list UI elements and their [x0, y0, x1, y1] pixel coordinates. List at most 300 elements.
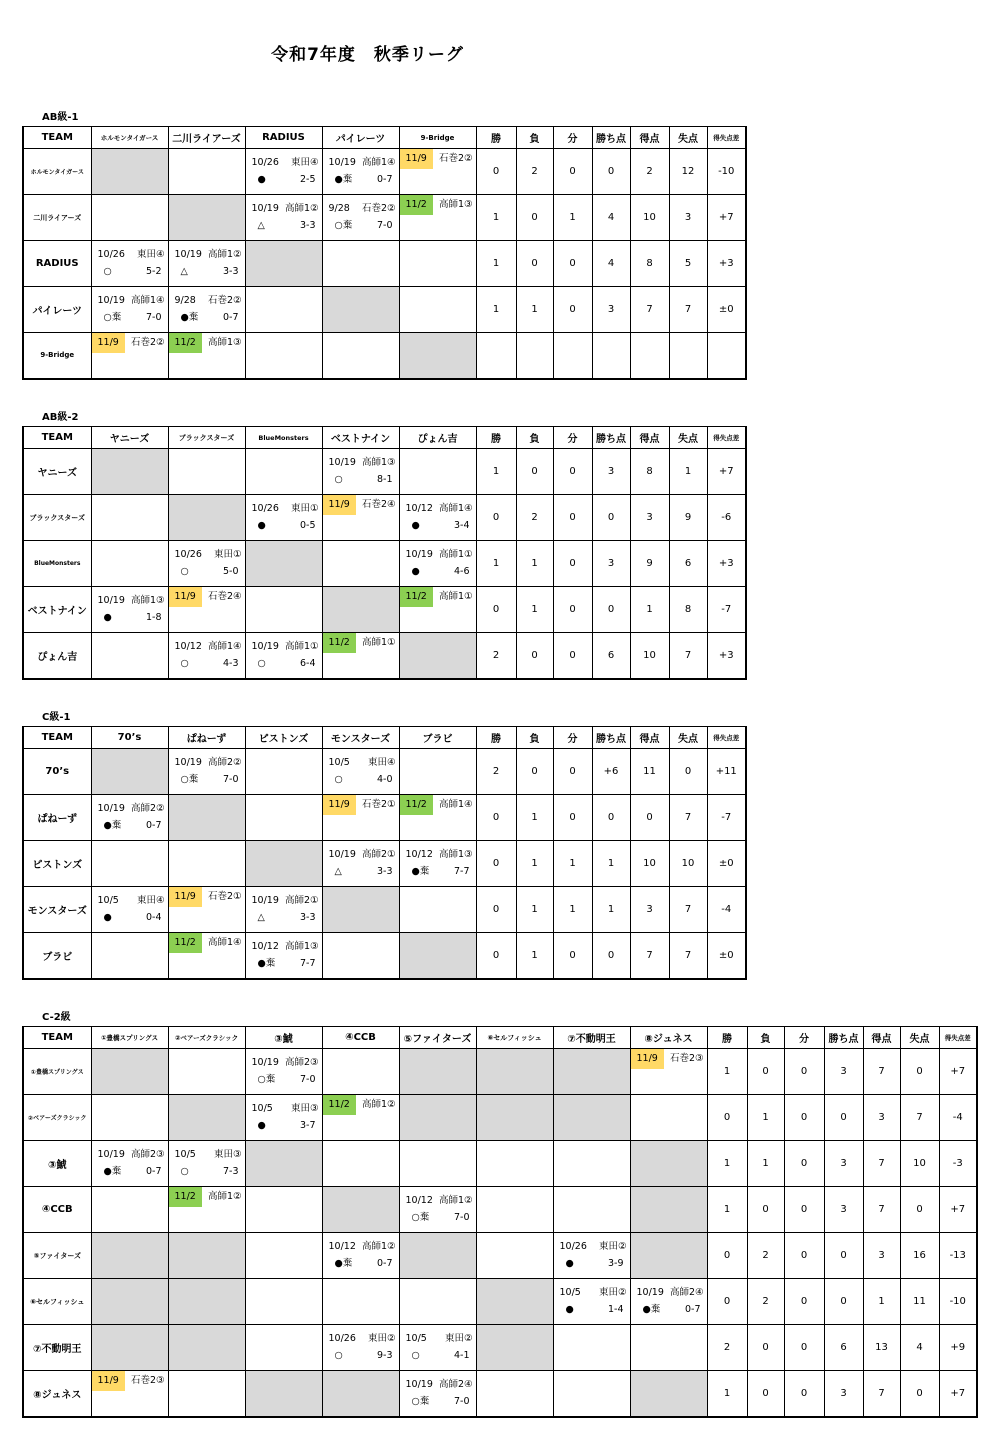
match-result-line — [92, 264, 168, 280]
score: 0-7 — [145, 820, 162, 831]
no-match-cell — [168, 1325, 245, 1371]
no-match-cell — [630, 1233, 707, 1279]
stat-cell: 7 — [863, 1049, 900, 1095]
empty-match-cell — [168, 1049, 245, 1095]
stat-cell: 0 — [553, 149, 592, 195]
self-match-cell — [399, 333, 476, 379]
stat-cell: 0 — [592, 149, 630, 195]
table-row — [23, 795, 746, 841]
stat-cell: 1 — [476, 449, 516, 495]
result-mark: ○棄 — [411, 1212, 430, 1223]
stat-cell — [630, 333, 669, 379]
match-result-line — [169, 310, 245, 326]
empty-match-cell — [476, 1141, 553, 1187]
match-date: 10/19 — [405, 1379, 433, 1390]
no-match-cell — [322, 1371, 399, 1417]
team-name: ヤニーズ — [23, 449, 91, 495]
team-name: ③鯱 — [23, 1141, 91, 1187]
empty-match-cell — [553, 1141, 630, 1187]
scheduled-match-cell — [168, 587, 245, 633]
self-match-cell — [91, 449, 168, 495]
empty-match-cell — [91, 1095, 168, 1141]
table-row — [23, 1095, 977, 1141]
team-name: ピストンズ — [23, 841, 91, 887]
empty-match-cell — [322, 541, 399, 587]
scheduled-match-cell — [168, 933, 245, 979]
stat-cell: 12 — [669, 149, 707, 195]
no-match-cell — [399, 1049, 476, 1095]
empty-match-cell — [91, 495, 168, 541]
score: 5-0 — [222, 566, 239, 577]
stat-cell: +7 — [707, 195, 746, 241]
stat-cell: -6 — [707, 495, 746, 541]
venue: 高師2④ — [438, 1379, 473, 1390]
empty-match-cell — [399, 241, 476, 287]
match-result-line — [400, 864, 476, 880]
venue: 石巻2② — [361, 203, 396, 214]
stat-header: 負 — [516, 127, 553, 149]
self-match-cell — [322, 887, 399, 933]
self-match-cell — [322, 287, 399, 333]
stat-cell: 3 — [863, 1095, 900, 1141]
match-date: 10/5 — [328, 757, 350, 768]
result-mark: ○棄 — [257, 1074, 276, 1085]
score: 4-1 — [453, 1350, 470, 1361]
stat-header: 勝ち点 — [592, 727, 630, 749]
match-info-line — [246, 939, 322, 955]
scheduled-date: 11/2 — [400, 587, 433, 607]
venue: 高師2② — [130, 803, 165, 814]
opponent-header: ②ベアーズクラシック — [168, 1027, 245, 1049]
result-mark: ○ — [180, 657, 189, 669]
stat-cell: 11 — [900, 1279, 939, 1325]
match-result-line — [92, 910, 168, 926]
stat-cell: 0 — [784, 1141, 824, 1187]
stat-header: 得点 — [863, 1027, 900, 1049]
scheduled-date: 11/9 — [92, 1371, 125, 1391]
score: 0-4 — [145, 912, 162, 923]
stat-cell: 0 — [747, 1371, 784, 1417]
stat-cell: 9 — [630, 541, 669, 587]
no-match-cell — [476, 1095, 553, 1141]
match-info-line — [631, 1285, 707, 1301]
venue: 東田④ — [367, 757, 396, 768]
stat-cell: 10 — [630, 195, 669, 241]
match-info-line — [92, 247, 168, 263]
venue: 高師1② — [361, 1241, 396, 1252]
match-info-line — [323, 755, 399, 771]
match-date: 10/5 — [174, 1149, 196, 1160]
stat-cell: 0 — [553, 587, 592, 633]
venue: 高師2④ — [669, 1287, 704, 1298]
match-result-line — [246, 956, 322, 972]
score: 7-3 — [222, 1166, 239, 1177]
stat-cell: 3 — [630, 495, 669, 541]
scheduled-date: 11/2 — [323, 633, 356, 653]
result-mark: ●棄 — [334, 1258, 353, 1269]
match-result-cell — [168, 287, 245, 333]
stat-cell: 0 — [476, 149, 516, 195]
match-date: 10/19 — [251, 1057, 279, 1068]
self-match-cell — [399, 933, 476, 979]
stat-cell: -7 — [707, 795, 746, 841]
stat-header: 分 — [553, 727, 592, 749]
venue: 石巻2③ — [669, 1053, 704, 1064]
stat-cell: 0 — [747, 1049, 784, 1095]
venue: 東田② — [598, 1241, 627, 1252]
no-match-cell — [91, 1233, 168, 1279]
match-result-cell — [91, 241, 168, 287]
match-info-line — [246, 155, 322, 171]
match-date: 10/5 — [559, 1287, 581, 1298]
stat-cell: 0 — [784, 1279, 824, 1325]
match-date: 10/19 — [251, 203, 279, 214]
result-mark: △ — [257, 220, 265, 231]
empty-match-cell — [91, 841, 168, 887]
result-mark: △ — [257, 912, 265, 923]
match-info-line — [323, 1331, 399, 1347]
match-info-line — [169, 547, 245, 563]
match-result-cell — [399, 1187, 476, 1233]
scheduled-match-cell — [399, 195, 476, 241]
no-match-cell — [476, 1049, 553, 1095]
match-date: 10/19 — [328, 849, 356, 860]
match-result-cell — [245, 1049, 322, 1095]
match-result-line — [246, 1118, 322, 1134]
match-info-line — [246, 1101, 322, 1117]
empty-match-cell — [168, 1371, 245, 1417]
no-match-cell — [91, 1279, 168, 1325]
self-match-cell — [91, 1049, 168, 1095]
no-match-cell — [630, 1141, 707, 1187]
stat-cell: 0 — [784, 1233, 824, 1279]
stat-cell: 4 — [592, 241, 630, 287]
match-info-line — [169, 247, 245, 263]
venue: 高師1② — [207, 249, 242, 260]
empty-match-cell — [245, 1233, 322, 1279]
match-date: 10/19 — [97, 1149, 125, 1160]
venue: 高師1③ — [284, 941, 319, 952]
result-mark: ○ — [103, 266, 112, 277]
scheduled-match-cell — [322, 795, 399, 841]
stat-cell: 0 — [516, 449, 553, 495]
stat-cell: 3 — [592, 287, 630, 333]
team-name: 70’s — [23, 749, 91, 795]
empty-match-cell — [476, 1233, 553, 1279]
match-result-line — [400, 1210, 476, 1226]
stat-cell: 0 — [553, 749, 592, 795]
stat-header: 負 — [516, 427, 553, 449]
match-info-line — [246, 1055, 322, 1071]
stat-cell: 11 — [630, 749, 669, 795]
stat-cell: 3 — [824, 1187, 863, 1233]
team-name: BlueMonsters — [23, 541, 91, 587]
empty-match-cell — [245, 449, 322, 495]
empty-match-cell — [399, 749, 476, 795]
stat-cell: 0 — [824, 1095, 863, 1141]
venue: 石巻2① — [361, 799, 396, 810]
team-column-header: TEAM — [23, 727, 91, 749]
opponent-header: パイレーツ — [322, 127, 399, 149]
match-date: 10/19 — [328, 157, 356, 168]
opponent-header: BlueMonsters — [245, 427, 322, 449]
stat-header: 勝ち点 — [592, 127, 630, 149]
stat-cell: 0 — [476, 795, 516, 841]
scheduled-date: 11/9 — [169, 587, 202, 607]
stat-header: 勝 — [476, 427, 516, 449]
venue: 高師1④ — [361, 157, 396, 168]
stat-cell: 7 — [669, 887, 707, 933]
stat-cell: 1 — [669, 449, 707, 495]
match-result-cell — [245, 495, 322, 541]
no-match-cell — [630, 1187, 707, 1233]
no-match-cell — [245, 1371, 322, 1417]
stat-header: 得失点差 — [707, 427, 746, 449]
stat-header: 負 — [747, 1027, 784, 1049]
result-mark: ● — [257, 520, 266, 531]
match-date: 10/12 — [405, 1195, 433, 1206]
stat-cell: 3 — [669, 195, 707, 241]
scheduled-date: 11/2 — [400, 195, 433, 215]
self-match-cell — [399, 633, 476, 679]
team-column-header: TEAM — [23, 427, 91, 449]
empty-match-cell — [553, 1371, 630, 1417]
match-date: 10/5 — [251, 1103, 273, 1114]
match-info-line — [400, 547, 476, 563]
result-mark: ○ — [334, 474, 343, 485]
stat-cell: 10 — [669, 841, 707, 887]
match-result-line — [323, 472, 399, 488]
stat-cell: 7 — [669, 633, 707, 679]
match-date: 10/19 — [328, 457, 356, 468]
stat-header: 得失点差 — [707, 127, 746, 149]
stat-cell: 7 — [863, 1371, 900, 1417]
match-result-line — [169, 264, 245, 280]
match-info-line — [246, 893, 322, 909]
match-result-cell — [168, 633, 245, 679]
no-match-cell — [553, 1049, 630, 1095]
empty-match-cell — [322, 933, 399, 979]
scheduled-match-cell — [91, 333, 168, 379]
match-result-cell — [322, 149, 399, 195]
opponent-header: ヤニーズ — [91, 427, 168, 449]
match-result-line — [400, 564, 476, 580]
venue: 石巻2③ — [130, 1375, 165, 1386]
self-match-cell — [168, 1095, 245, 1141]
self-match-cell — [245, 541, 322, 587]
team-name: ⑧ジュネス — [23, 1371, 91, 1417]
stat-cell: 0 — [707, 1095, 747, 1141]
stat-cell: 1 — [553, 887, 592, 933]
match-result-cell — [245, 149, 322, 195]
venue: 高師1④ — [438, 799, 473, 810]
stat-cell: 8 — [630, 241, 669, 287]
stat-cell — [592, 333, 630, 379]
stat-cell: 0 — [476, 587, 516, 633]
empty-match-cell — [245, 587, 322, 633]
result-mark: △ — [334, 866, 342, 877]
stat-cell: 1 — [516, 933, 553, 979]
venue: 石巻2④ — [361, 499, 396, 510]
score: 1-8 — [145, 612, 162, 623]
stat-cell: 0 — [592, 495, 630, 541]
stat-cell: 1 — [592, 841, 630, 887]
match-info-line — [323, 847, 399, 863]
match-result-line — [92, 310, 168, 326]
match-result-cell — [168, 1141, 245, 1187]
result-mark: ● — [411, 566, 420, 577]
stat-cell: 9 — [669, 495, 707, 541]
stat-cell: 0 — [516, 749, 553, 795]
table-row — [23, 1187, 977, 1233]
opponent-header: ベストナイン — [322, 427, 399, 449]
stat-cell: -4 — [939, 1095, 977, 1141]
score: 3-3 — [222, 266, 239, 277]
scheduled-date: 11/9 — [631, 1049, 664, 1069]
stat-cell: 0 — [553, 541, 592, 587]
venue: 高師2① — [284, 895, 319, 906]
stat-cell: 0 — [553, 795, 592, 841]
team-name: ①豊橋スプリングス — [23, 1049, 91, 1095]
venue: 石巻2② — [438, 153, 473, 164]
empty-match-cell — [322, 1279, 399, 1325]
venue: 石巻2② — [130, 337, 165, 348]
team-name: RADIUS — [23, 241, 91, 287]
self-match-cell — [245, 1141, 322, 1187]
result-mark: ○棄 — [103, 312, 122, 323]
opponent-header: ④CCB — [322, 1027, 399, 1049]
stat-cell: 7 — [863, 1187, 900, 1233]
table-row — [23, 1233, 977, 1279]
venue: 高師1④ — [207, 641, 242, 652]
venue: 高師2③ — [284, 1057, 319, 1068]
empty-match-cell — [399, 287, 476, 333]
stat-cell: 10 — [630, 841, 669, 887]
match-date: 10/12 — [405, 503, 433, 514]
stat-cell: 4 — [592, 195, 630, 241]
score: 9-3 — [376, 1350, 393, 1361]
venue: 高師1① — [438, 549, 473, 560]
match-result-line — [169, 772, 245, 788]
venue: 高師1② — [438, 1195, 473, 1206]
match-result-line — [169, 564, 245, 580]
result-mark: ●棄 — [180, 312, 199, 323]
league-table — [22, 726, 747, 980]
team-name: ⑦不動明王 — [23, 1325, 91, 1371]
table-row — [23, 195, 746, 241]
venue: 東田④ — [136, 895, 165, 906]
match-result-line — [554, 1256, 630, 1272]
stat-cell: 1 — [863, 1279, 900, 1325]
match-info-line — [246, 201, 322, 217]
scheduled-match-cell — [399, 587, 476, 633]
scheduled-date: 11/2 — [400, 795, 433, 815]
match-result-cell — [91, 1141, 168, 1187]
match-info-line — [400, 1377, 476, 1393]
stat-cell: 1 — [476, 195, 516, 241]
self-match-cell — [91, 749, 168, 795]
match-date: 10/26 — [97, 249, 125, 260]
stat-header: 勝ち点 — [824, 1027, 863, 1049]
stat-cell: -10 — [707, 149, 746, 195]
result-mark: ○棄 — [180, 774, 199, 785]
score: 7-7 — [299, 957, 316, 969]
match-result-cell — [91, 287, 168, 333]
stat-cell: 3 — [824, 1141, 863, 1187]
league-label: C級-1 — [42, 712, 71, 723]
match-info-line — [323, 455, 399, 471]
scheduled-match-cell — [91, 1371, 168, 1417]
empty-match-cell — [322, 1049, 399, 1095]
match-result-cell — [399, 495, 476, 541]
page-title: 令和7年度 秋季リーグ — [271, 45, 464, 65]
stat-cell: 0 — [516, 195, 553, 241]
opponent-header: ③鯱 — [245, 1027, 322, 1049]
match-result-line — [323, 864, 399, 880]
table-row — [23, 633, 746, 679]
opponent-header: ①豊橋スプリングス — [91, 1027, 168, 1049]
stat-cell: 0 — [669, 749, 707, 795]
score: 7-0 — [453, 1212, 470, 1223]
opponent-header: 70’s — [91, 727, 168, 749]
scheduled-date: 11/9 — [323, 495, 356, 515]
venue: 高師2② — [207, 757, 242, 768]
stat-cell: 3 — [863, 1233, 900, 1279]
stat-cell: +7 — [939, 1187, 977, 1233]
table-row — [23, 149, 746, 195]
league-table — [22, 1026, 978, 1418]
stat-cell: 1 — [476, 541, 516, 587]
stat-cell: 3 — [630, 887, 669, 933]
empty-match-cell — [630, 1095, 707, 1141]
opponent-header: モンスターズ — [322, 727, 399, 749]
result-mark: ●棄 — [103, 1166, 122, 1177]
empty-match-cell — [168, 449, 245, 495]
venue: 高師2① — [361, 849, 396, 860]
match-info-line — [92, 293, 168, 309]
match-info-line — [246, 501, 322, 517]
opponent-header: ⑥セルフィッシュ — [476, 1027, 553, 1049]
stat-cell: 1 — [707, 1049, 747, 1095]
self-match-cell — [245, 841, 322, 887]
stat-cell: 1 — [592, 887, 630, 933]
stat-cell: 2 — [476, 633, 516, 679]
match-result-line — [246, 910, 322, 926]
stat-header: 失点 — [669, 727, 707, 749]
venue: 高師1④ — [207, 937, 242, 948]
stat-cell: 7 — [900, 1095, 939, 1141]
match-date: 10/5 — [405, 1333, 427, 1344]
scheduled-match-cell — [322, 1095, 399, 1141]
scheduled-date: 11/9 — [323, 795, 356, 815]
venue: 高師1③ — [438, 199, 473, 210]
stat-header: 失点 — [900, 1027, 939, 1049]
empty-match-cell — [399, 887, 476, 933]
match-result-line — [631, 1302, 707, 1318]
league-label: AB級-1 — [42, 112, 79, 123]
match-date: 10/26 — [328, 1333, 356, 1344]
stat-cell: 8 — [669, 587, 707, 633]
stat-cell: 1 — [747, 1141, 784, 1187]
scheduled-date: 11/9 — [92, 333, 125, 353]
stat-cell: 1 — [516, 587, 553, 633]
empty-match-cell — [399, 1279, 476, 1325]
score: 0-7 — [376, 174, 393, 185]
stat-cell: 0 — [824, 1279, 863, 1325]
table-row — [23, 1325, 977, 1371]
stat-cell: 6 — [669, 541, 707, 587]
match-result-cell — [245, 887, 322, 933]
